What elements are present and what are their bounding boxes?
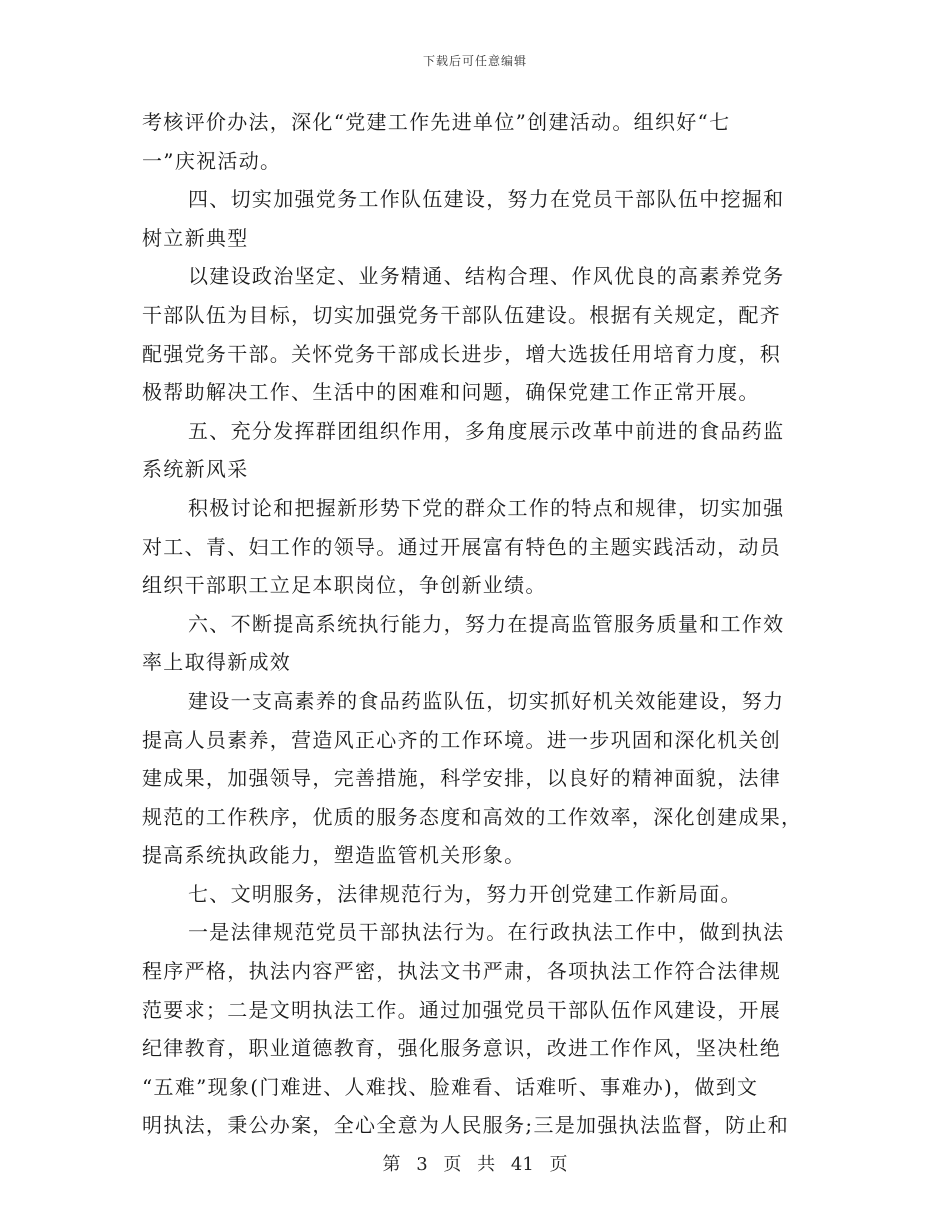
- body-line: 组织干部职工立足本职岗位，争创新业绩。: [142, 573, 547, 598]
- footer-suffix: 页: [549, 1154, 568, 1175]
- body-line: 五、充分发挥群团组织作用，多角度展示改革中前进的食品药监: [188, 418, 785, 443]
- body-line: 率上取得新成效: [142, 650, 292, 675]
- footer-prefix: 第: [382, 1154, 401, 1175]
- body-line: 范要求；二是文明执法工作。通过加强党员干部队伍作风建设，开展: [142, 997, 781, 1022]
- footer-total-word: 共: [477, 1154, 496, 1175]
- body-line: “五难”现象(门难进、人难找、脸难看、话难听、事难办)，做到文: [142, 1074, 759, 1099]
- body-line: 七、文明服务，法律规范行为，努力开创党建工作新局面。: [188, 881, 742, 906]
- body-line: 考核评价办法，深化“党建工作先进单位”创建活动。组织好“七: [142, 110, 731, 134]
- footer-current-page: 3: [416, 1154, 428, 1175]
- footer-page-word: 页: [443, 1154, 462, 1175]
- body-line: 纪律教育，职业道德教育，强化服务意识，改进工作作风，坚决杜绝: [142, 1036, 781, 1061]
- body-line: 积极讨论和把握新形势下党的群众工作的特点和规律，切实加强: [188, 495, 785, 520]
- page-footer: [0, 1150, 950, 1176]
- body-line: 一”庆祝活动。: [142, 148, 282, 173]
- body-line: 系统新风采: [142, 457, 249, 482]
- body-line: 对工、青、妇工作的领导。通过开展富有特色的主题实践活动，动员: [142, 534, 781, 559]
- body-line: 六、不断提高系统执行能力，努力在提高监管服务质量和工作效: [188, 611, 785, 636]
- body-line: 程序严格，执法内容严密，执法文书严肃，各项执法工作符合法律规: [142, 959, 781, 984]
- body-line: 明执法，秉公办案，全心全意为人民服务;三是加强执法监督，防止和: [142, 1113, 790, 1138]
- document-body: [142, 103, 812, 1145]
- body-line: 建成果，加强领导，完善措施，科学安排，以良好的精神面貌，法律: [142, 766, 781, 791]
- body-line: 建设一支高素养的食品药监队伍，切实抓好机关效能建设，努力: [188, 688, 785, 713]
- body-line: 规范的工作秩序，优质的服务态度和高效的工作效率，深化创建成果，: [142, 804, 803, 829]
- header-note: 下载后可任意编辑: [422, 54, 527, 68]
- body-line: 树立新典型: [142, 225, 249, 250]
- body-line: 提高人员素养，营造风正心齐的工作环境。进一步巩固和深化机关创: [142, 727, 781, 752]
- body-line: 四、切实加强党务工作队伍建设，努力在党员干部队伍中挖掘和: [188, 187, 785, 212]
- body-line: 干部队伍为目标，切实加强党务干部队伍建设。根据有关规定，配齐: [142, 302, 781, 327]
- body-line: 一是法律规范党员干部执法行为。在行政执法工作中，做到执法: [188, 920, 785, 945]
- body-line: 极帮助解决工作、生活中的困难和问题，确保党建工作正常开展。: [142, 380, 760, 405]
- body-line: 提高系统执政能力，塑造监管机关形象。: [142, 843, 526, 868]
- footer-total-pages: 41: [510, 1154, 534, 1175]
- body-line: 以建设政治坚定、业务精通、结构合理、作风优良的高素养党务: [188, 264, 785, 289]
- body-line: 配强党务干部。关怀党务干部成长进步，增大选拔任用培育力度，积: [142, 341, 781, 366]
